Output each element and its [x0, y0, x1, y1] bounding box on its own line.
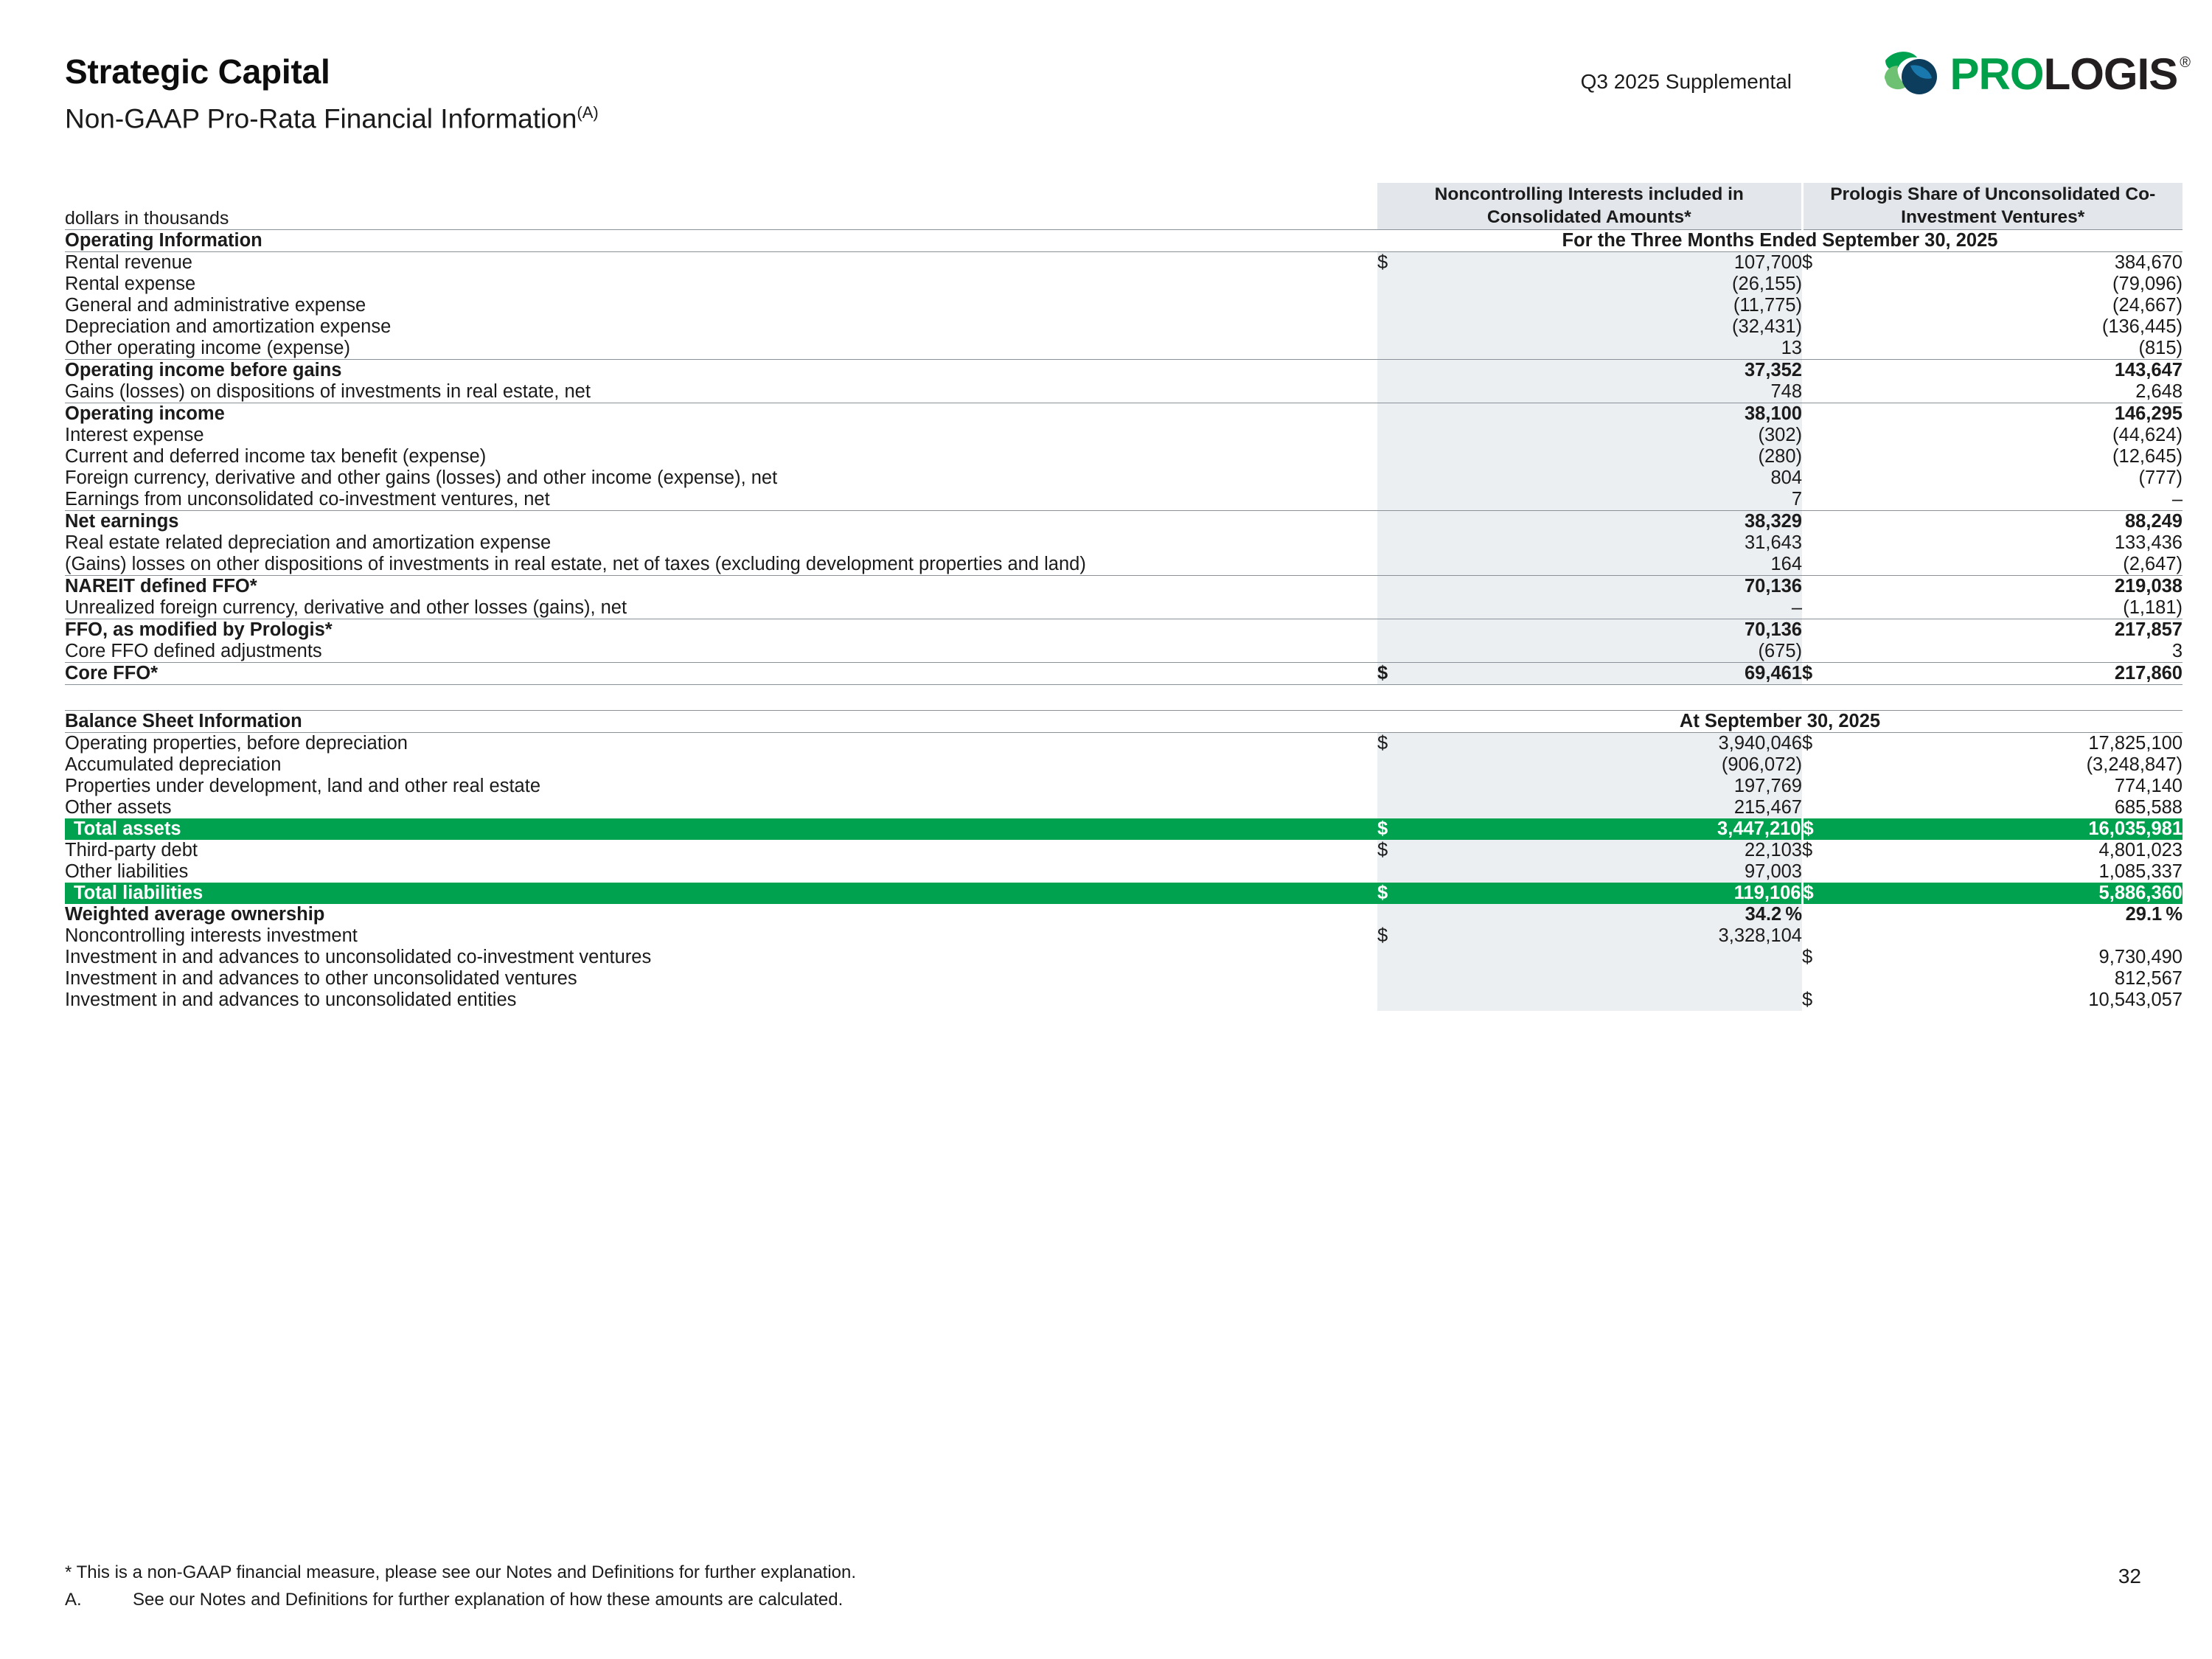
footnote-asterisk: * This is a non-GAAP financial measure, please see our Notes and Definitions for further explanation.: [65, 1562, 857, 1582]
row-label: Core FFO*: [65, 662, 1377, 684]
row-value-col2: 774,140: [2114, 775, 2183, 796]
row-currency-symbol-col1: [1377, 797, 1419, 818]
row-label: Third-party debt: [65, 839, 198, 860]
row-label: FFO, as modified by Prologis*: [65, 619, 1377, 641]
table-row: [65, 990, 2183, 1011]
table-row: [65, 359, 2183, 381]
row-value-col2: 133,436: [2114, 532, 2183, 553]
row-currency-symbol-col2: [1802, 968, 1843, 990]
row-currency-symbol-col1: [1377, 467, 1419, 489]
row-currency-symbol-col1: $: [1377, 840, 1419, 861]
row-currency-symbol-col2: [1802, 861, 1843, 883]
row-currency-symbol-col2: [1802, 467, 1843, 489]
prologis-logo: [1881, 46, 2190, 103]
row-label: Net earnings: [65, 510, 1377, 532]
supplemental-label: Q3 2025 Supplemental: [1580, 70, 1792, 93]
row-label: Foreign currency, derivative and other gains (losses) and other income (expense), net: [65, 467, 778, 488]
row-currency-symbol-col2: [1802, 619, 1843, 641]
footnotes: [65, 1559, 2056, 1613]
row-value-col1: [1419, 990, 1802, 1011]
table-row: [65, 274, 2183, 295]
row-value-col2: (12,645): [2112, 445, 2183, 467]
row-currency-symbol-col1: [1377, 861, 1419, 883]
balance-sheet-title: Balance Sheet Information: [65, 710, 1377, 732]
table-row: [65, 904, 2183, 925]
row-currency-symbol-col1: [1377, 641, 1419, 663]
row-label: Unrealized foreign currency, derivative and other losses (gains), net: [65, 597, 627, 618]
row-label: Operating income: [65, 403, 1377, 425]
row-value-col1: 69,461: [1419, 662, 1802, 684]
row-value-col1: –: [1419, 597, 1802, 619]
row-label: (Gains) losses on other dispositions of investments in real estate, net of taxes (excluding development properties and land): [65, 553, 1086, 574]
column-header-prologis-share: Prologis Share of Unconsolidated Co-Investment Ventures*: [1802, 183, 2183, 229]
row-currency-symbol-col1: [1377, 359, 1419, 381]
row-label: Accumulated depreciation: [65, 754, 282, 775]
prologis-logo-mark-icon: [1881, 46, 1938, 103]
row-currency-symbol-col1: [1377, 754, 1419, 776]
row-value-col1: (675): [1419, 641, 1802, 663]
table-row: [65, 840, 2183, 861]
row-value-col1: 804: [1419, 467, 1802, 489]
balance-rows-body: [65, 732, 2183, 1011]
row-value-col1: 748: [1419, 381, 1802, 403]
row-value-col1: 22,103: [1419, 840, 1802, 861]
row-label: Gains (losses) on dispositions of investments in real estate, net: [65, 380, 591, 402]
row-currency-symbol-col2: $: [1802, 662, 1843, 684]
table-column-header-row: [65, 183, 2183, 229]
row-currency-symbol-col1: [1377, 776, 1419, 797]
table-row: [65, 575, 2183, 597]
row-label: Weighted average ownership: [65, 903, 325, 925]
row-value-col1: 3,328,104: [1419, 925, 1802, 947]
row-currency-symbol-col2: [1802, 554, 1843, 576]
row-value-col1: 7: [1419, 489, 1802, 511]
row-value-col1: 215,467: [1419, 797, 1802, 818]
table-row: [65, 403, 2183, 425]
row-currency-symbol-col1: [1377, 619, 1419, 641]
financial-table: [65, 183, 2183, 1011]
row-currency-symbol-col2: $: [1802, 251, 1813, 273]
row-label: Other operating income (expense): [65, 337, 350, 358]
row-value-col1: 13: [1419, 338, 1802, 360]
row-value-col2: 812,567: [2114, 967, 2183, 989]
footnote-a-text: See our Notes and Definitions for further explanation of how these amounts are calculated.: [133, 1589, 844, 1610]
row-currency-symbol-col1: $: [1377, 732, 1419, 754]
page-header: [65, 49, 2188, 164]
row-currency-symbol-col2: [1802, 510, 1843, 532]
row-value-col2: (3,248,847): [2086, 754, 2183, 775]
row-label: Real estate related depreciation and amortization expense: [65, 532, 552, 553]
row-value-col2: 9,730,490: [2098, 946, 2183, 967]
row-value-col2: 10,543,057: [2088, 989, 2183, 1010]
row-label: Depreciation and amortization expense: [65, 316, 392, 337]
row-label: Investment in and advances to unconsolidated entities: [65, 989, 517, 1010]
row-value-col2: 1,085,337: [2098, 860, 2183, 882]
row-currency-symbol-col2: [1802, 597, 1843, 619]
operating-information-header-row: [65, 229, 2183, 251]
row-value-col2: –: [2171, 488, 2183, 509]
row-value-col2: 16,035,981: [1843, 818, 2183, 840]
row-label: Operating income before gains: [65, 359, 1377, 381]
row-currency-symbol-col1: [1377, 446, 1419, 467]
row-currency-symbol-col1: $: [1377, 662, 1419, 684]
table-row: [65, 446, 2183, 467]
row-value-col1: 70,136: [1419, 575, 1802, 597]
table-row: [65, 968, 2183, 990]
row-value-col2: (815): [2138, 337, 2183, 358]
row-currency-symbol-col2: [1802, 403, 1843, 425]
row-currency-symbol-col2: [1802, 489, 1843, 511]
row-value-col1: [1419, 947, 1802, 968]
row-currency-symbol-col2: [1802, 295, 1843, 316]
row-currency-symbol-col2: [1802, 904, 1843, 925]
row-label: Investment in and advances to unconsolidated co-investment ventures: [65, 946, 652, 967]
row-currency-symbol-col2: $: [1802, 989, 1813, 1010]
row-currency-symbol-col2: [1802, 532, 1843, 554]
page-subtitle: [65, 104, 2188, 134]
dollars-in-thousands-label: dollars in thousands: [65, 207, 229, 229]
row-currency-symbol-col2: [1802, 316, 1843, 338]
row-value-col1: [1419, 968, 1802, 990]
row-currency-symbol-col1: [1377, 947, 1419, 968]
row-label: Earnings from unconsolidated co-investment ventures, net: [65, 488, 550, 509]
row-value-col2: 29.1 %: [2125, 903, 2183, 925]
table-row: [65, 316, 2183, 338]
balance-sheet-header-row: [65, 710, 2183, 732]
balance-period-label: At September 30, 2025: [1377, 710, 2183, 732]
row-value-col2: 146,295: [1843, 403, 2183, 425]
row-label: Rental revenue: [65, 251, 192, 273]
table-row: [65, 925, 2183, 947]
row-currency-symbol-col2: [1802, 338, 1843, 360]
row-label: Properties under development, land and other real estate: [65, 775, 540, 796]
row-label: Total assets: [65, 818, 1377, 840]
row-value-col1: 107,700: [1419, 251, 1802, 274]
row-currency-symbol-col2: $: [1802, 732, 1813, 754]
prologis-wordmark: [1950, 49, 2190, 99]
row-value-col2: 3: [2171, 640, 2183, 661]
row-currency-symbol-col2: [1802, 575, 1843, 597]
row-label: Total liabilities: [65, 883, 1377, 904]
row-value-col1: 164: [1419, 554, 1802, 576]
row-value-col2: (136,445): [2101, 316, 2183, 337]
row-currency-symbol-col1: [1377, 510, 1419, 532]
row-currency-symbol-col2: [1802, 776, 1843, 797]
row-value-col2: (2,647): [2123, 553, 2183, 574]
row-currency-symbol-col1: [1377, 575, 1419, 597]
row-value-col2: 143,647: [1843, 359, 2183, 381]
row-label: Other assets: [65, 796, 172, 818]
row-currency-symbol-col1: [1377, 403, 1419, 425]
row-value-col1: 38,329: [1419, 510, 1802, 532]
row-currency-symbol-col1: [1377, 968, 1419, 990]
row-label: Interest expense: [65, 424, 204, 445]
row-value-col2: 88,249: [1843, 510, 2183, 532]
row-label: Investment in and advances to other unconsolidated ventures: [65, 967, 577, 989]
row-value-col2: (44,624): [2112, 424, 2183, 445]
row-currency-symbol-col2: [1802, 446, 1843, 467]
row-label: Noncontrolling interests investment: [65, 925, 358, 946]
table-row: [65, 861, 2183, 883]
row-currency-symbol-col2: $: [1802, 818, 1843, 840]
row-value-col2: 219,038: [1843, 575, 2183, 597]
table-row: [65, 797, 2183, 818]
row-value-col2: 217,857: [1843, 619, 2183, 641]
table-row: [65, 641, 2183, 663]
row-currency-symbol-col1: [1377, 489, 1419, 511]
row-label: NAREIT defined FFO*: [65, 575, 1377, 597]
table-row: [65, 251, 2183, 274]
table-row: [65, 754, 2183, 776]
row-value-col1: (906,072): [1419, 754, 1802, 776]
row-value-col2: (24,667): [2112, 294, 2183, 316]
table-row: [65, 662, 2183, 684]
operating-rows-body: [65, 251, 2183, 684]
table-row: [65, 532, 2183, 554]
table-row: [65, 947, 2183, 968]
column-header-noncontrolling: Noncontrolling Interests included in Consolidated Amounts*: [1377, 183, 1802, 229]
table-row: [65, 467, 2183, 489]
row-value-col2: (1,181): [2123, 597, 2183, 618]
row-value-col1: 3,447,210: [1419, 818, 1802, 840]
table-row: [65, 510, 2183, 532]
row-label: Rental expense: [65, 273, 196, 294]
row-value-col1: 97,003: [1419, 861, 1802, 883]
footnote-a: [65, 1586, 2056, 1613]
row-currency-symbol-col2: [1802, 381, 1843, 403]
row-value-col2: [1843, 925, 2183, 947]
row-currency-symbol-col2: [1802, 641, 1843, 663]
row-value-col1: (26,155): [1419, 274, 1802, 295]
row-currency-symbol-col1: $: [1377, 925, 1419, 947]
row-currency-symbol-col1: [1377, 295, 1419, 316]
row-value-col2: (777): [2138, 467, 2183, 488]
row-value-col1: 70,136: [1419, 619, 1802, 641]
row-value-col2: 5,886,360: [1843, 883, 2183, 904]
row-currency-symbol-col2: $: [1802, 883, 1843, 904]
section-spacer: [65, 684, 2183, 710]
row-value-col2: 217,860: [1843, 662, 2183, 684]
page-title: Strategic Capital: [65, 52, 330, 91]
table-row: [65, 554, 2183, 576]
row-currency-symbol-col1: [1377, 316, 1419, 338]
row-value-col2: 384,670: [2114, 251, 2183, 273]
row-label: General and administrative expense: [65, 294, 366, 316]
row-currency-symbol-col2: [1802, 425, 1843, 446]
row-value-col1: (32,431): [1419, 316, 1802, 338]
table-row: [65, 619, 2183, 641]
row-value-col2: 2,648: [2135, 380, 2183, 402]
row-value-col1: 197,769: [1419, 776, 1802, 797]
row-currency-symbol-col1: $: [1377, 251, 1419, 274]
row-value-col1: 34.2 %: [1419, 904, 1802, 925]
row-currency-symbol-col1: [1377, 904, 1419, 925]
page-subtitle-text: Non-GAAP Pro-Rata Financial Information: [65, 102, 577, 133]
row-currency-symbol-col2: [1802, 274, 1843, 295]
footnote-a-letter: A.: [65, 1589, 82, 1610]
row-currency-symbol-col1: [1377, 554, 1419, 576]
row-currency-symbol-col2: [1802, 754, 1843, 776]
row-currency-symbol-col2: [1802, 925, 1843, 947]
row-value-col2: 17,825,100: [2088, 732, 2183, 754]
table-row: [65, 818, 2183, 840]
row-label: Current and deferred income tax benefit (expense): [65, 445, 487, 467]
row-currency-symbol-col1: [1377, 532, 1419, 554]
row-value-col1: 3,940,046: [1419, 732, 1802, 754]
operating-period-label: For the Three Months Ended September 30, 2025: [1377, 229, 2183, 251]
row-value-col2: (79,096): [2112, 273, 2183, 294]
row-currency-symbol-col1: [1377, 990, 1419, 1011]
row-value-col1: 37,352: [1419, 359, 1802, 381]
row-value-col1: 38,100: [1419, 403, 1802, 425]
row-value-col1: (11,775): [1419, 295, 1802, 316]
row-currency-symbol-col1: [1377, 274, 1419, 295]
row-label: Core FFO defined adjustments: [65, 640, 322, 661]
row-currency-symbol-col1: [1377, 597, 1419, 619]
operating-information-title: Operating Information: [65, 229, 1377, 251]
row-currency-symbol-col2: [1802, 797, 1843, 818]
table-row: [65, 381, 2183, 403]
row-currency-symbol-col1: [1377, 381, 1419, 403]
row-currency-symbol-col1: $: [1377, 883, 1419, 904]
table-row: [65, 425, 2183, 446]
table-row: [65, 338, 2183, 360]
table-row: [65, 776, 2183, 797]
row-currency-symbol-col2: [1802, 359, 1843, 381]
logo-text-pro: PRO: [1950, 49, 2044, 99]
row-value-col2: 685,588: [2114, 796, 2183, 818]
table-row: [65, 295, 2183, 316]
logo-text-logis: LOGIS: [2043, 49, 2178, 99]
table-row: [65, 489, 2183, 511]
row-currency-symbol-col1: [1377, 425, 1419, 446]
page-subtitle-footnote-ref: (A): [577, 102, 599, 122]
row-value-col1: 119,106: [1419, 883, 1802, 904]
logo-registered-mark: ®: [2180, 55, 2190, 71]
row-currency-symbol-col1: $: [1377, 818, 1419, 840]
row-value-col1: (280): [1419, 446, 1802, 467]
row-currency-symbol-col1: [1377, 338, 1419, 360]
row-value-col2: 4,801,023: [2098, 839, 2183, 860]
row-label: Operating properties, before depreciation: [65, 732, 408, 754]
table-row: [65, 597, 2183, 619]
row-value-col1: 31,643: [1419, 532, 1802, 554]
table-row: [65, 883, 2183, 904]
page-number: 32: [2118, 1565, 2141, 1587]
row-currency-symbol-col2: $: [1802, 839, 1813, 860]
row-currency-symbol-col2: $: [1802, 946, 1813, 967]
row-label: Other liabilities: [65, 860, 189, 882]
table-row: [65, 732, 2183, 754]
row-value-col1: (302): [1419, 425, 1802, 446]
